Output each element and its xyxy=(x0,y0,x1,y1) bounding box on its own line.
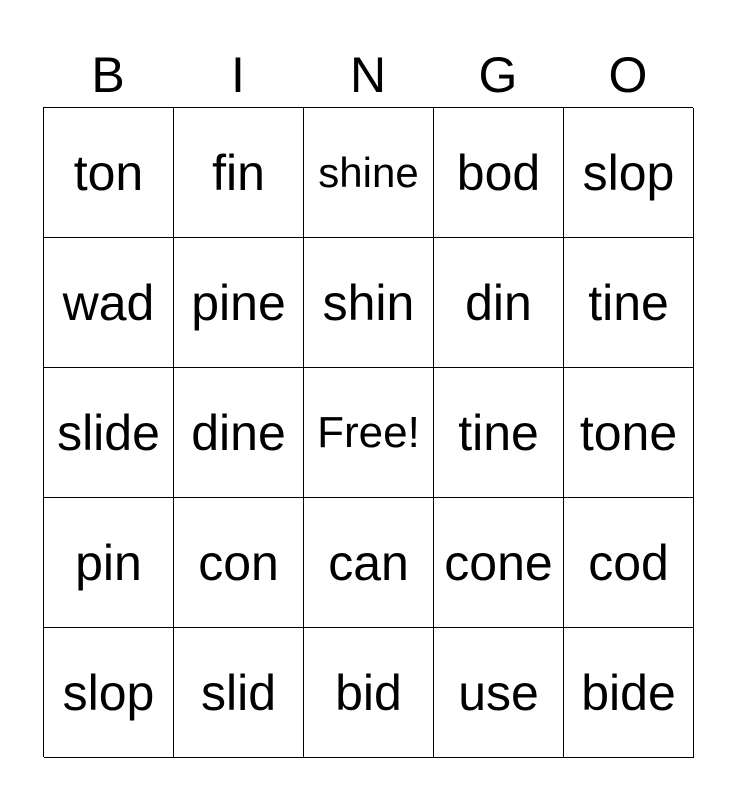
bingo-cell: use xyxy=(434,628,564,758)
free-space-cell: Free! xyxy=(304,368,434,498)
bingo-cell: tone xyxy=(564,368,694,498)
bingo-cell: con xyxy=(174,498,304,628)
bingo-cell: tine xyxy=(434,368,564,498)
bingo-cell: slid xyxy=(174,628,304,758)
bingo-cell: shine xyxy=(304,108,434,238)
bingo-cell: shin xyxy=(304,238,434,368)
bingo-cell: slop xyxy=(564,108,694,238)
header-letter-n: N xyxy=(349,47,387,103)
bingo-header xyxy=(43,44,693,106)
bingo-cell: bid xyxy=(304,628,434,758)
bingo-cell: wad xyxy=(44,238,174,368)
bingo-cell: can xyxy=(304,498,434,628)
bingo-cell: cone xyxy=(434,498,564,628)
bingo-cell: cod xyxy=(564,498,694,628)
bingo-cell: ton xyxy=(44,108,174,238)
bingo-cell: bide xyxy=(564,628,694,758)
header-letter-b: B xyxy=(91,47,125,103)
bingo-cell: fin xyxy=(174,108,304,238)
header-letter-g: G xyxy=(478,47,518,103)
header-letter-i: I xyxy=(231,47,245,103)
bingo-card-grid xyxy=(43,107,693,757)
bingo-cell: dine xyxy=(174,368,304,498)
bingo-cell: tine xyxy=(564,238,694,368)
bingo-cell: slide xyxy=(44,368,174,498)
bingo-cell: pine xyxy=(174,238,304,368)
bingo-cell: slop xyxy=(44,628,174,758)
bingo-cell: din xyxy=(434,238,564,368)
header-letter-o: O xyxy=(608,47,648,103)
bingo-cell: pin xyxy=(44,498,174,628)
bingo-cell: bod xyxy=(434,108,564,238)
